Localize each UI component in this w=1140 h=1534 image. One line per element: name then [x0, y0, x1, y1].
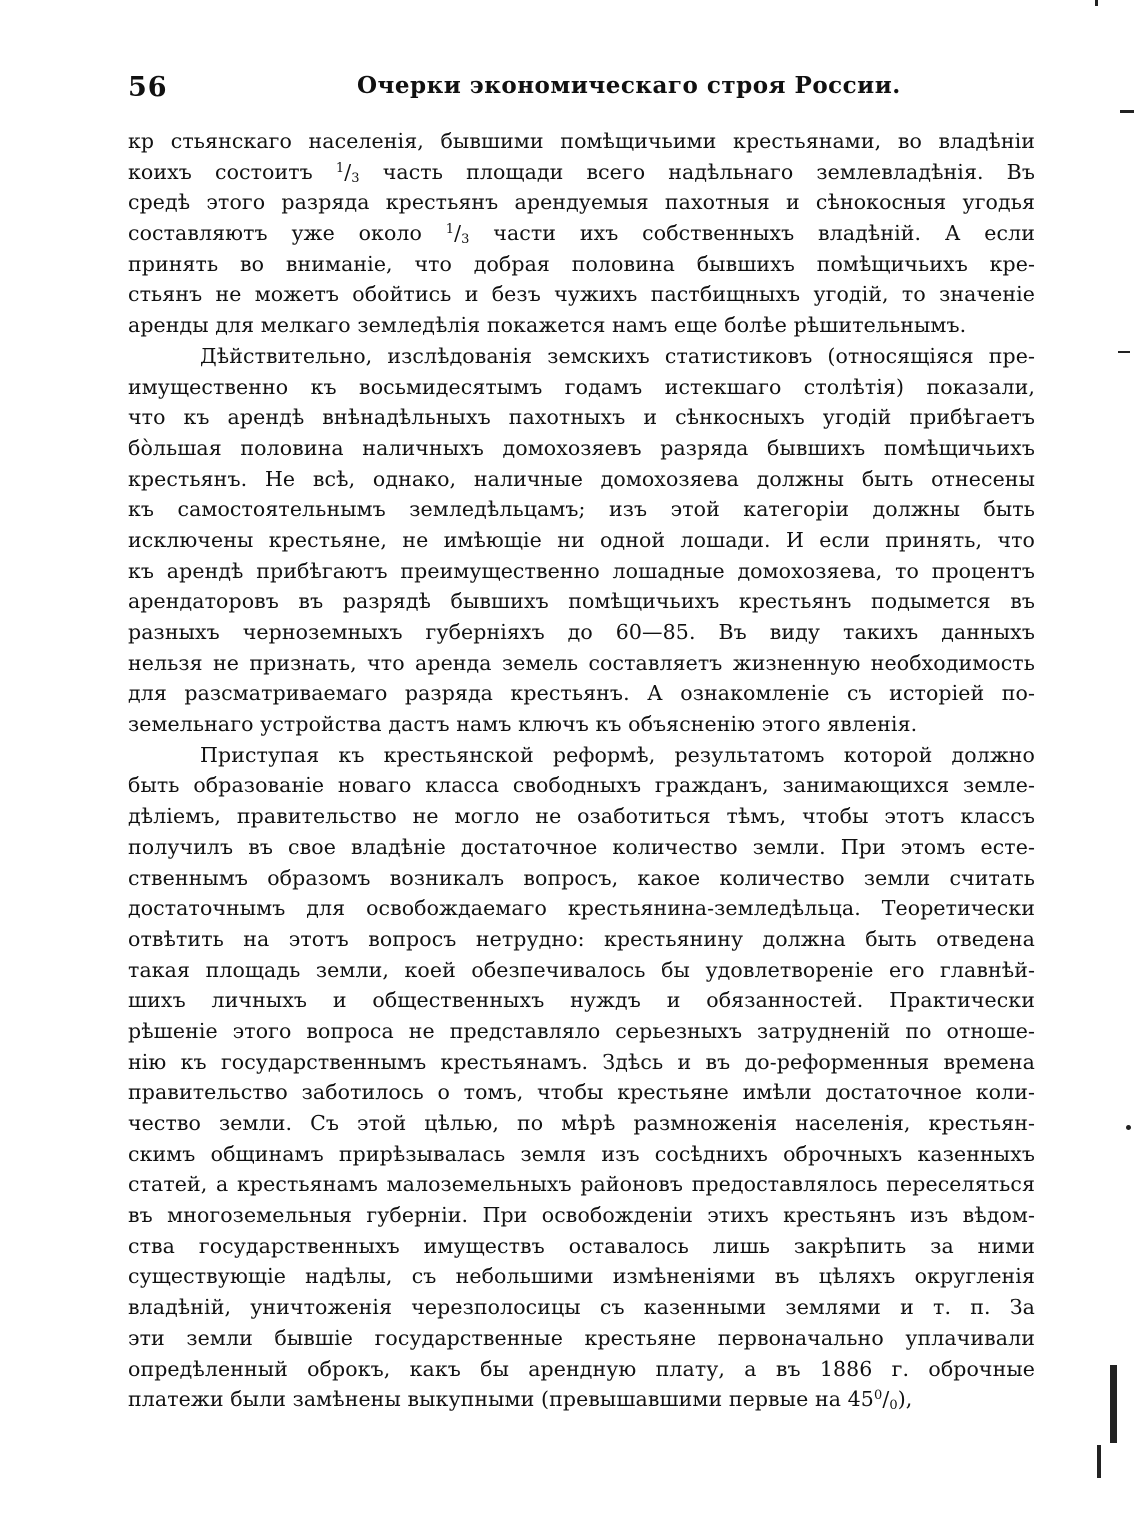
page-header	[128, 60, 1048, 110]
body-text	[128, 126, 1035, 1415]
text-line: стьянъ не можетъ обойтись и безъ чужихъ пастбищныхъ угодій, то значеніе	[128, 282, 1035, 307]
scan-mark	[1120, 110, 1134, 113]
text-line: аренды для мелкаго земледѣлія покажется намъ еще болѣе рѣшительнымъ.	[128, 313, 967, 338]
paragraph	[128, 740, 1035, 1415]
text-line: опредѣленный оброкъ, какъ бы арендную плату, а въ 1886 г. оброчные	[128, 1356, 1035, 1381]
running-title: Очерки экономическаго строя России.	[357, 72, 901, 99]
text-line: достаточнымъ для освобождаемаго крестьянина-земледѣльца. Теоретически	[128, 896, 1035, 921]
text-line: что къ арендѣ внѣнадѣльныхъ пахотныхъ и сѣнкосныхъ угодій прибѣгаетъ	[128, 405, 1035, 430]
text-line: скимъ общинамъ прирѣзывалась земля изъ сосѣднихъ оброчныхъ казенныхъ	[128, 1141, 1035, 1166]
text-line: отвѣтить на этотъ вопросъ нетрудно: крестьянину должна быть отведена	[128, 926, 1035, 951]
text-line: бòльшая половина наличныхъ домохозяевъ разряда бывшихъ помѣщичьихъ	[128, 435, 1035, 460]
fraction-numerator: 1	[335, 160, 345, 176]
text-line	[128, 218, 1035, 249]
text-line: такая площадь земли, коей обезпечивалось бы удовлетвореніе его главнѣй-	[128, 957, 1035, 982]
fraction-slash: /	[454, 221, 462, 246]
text-line: принять во вниманіе, что добрая половина бывшихъ помѣщичьихъ кре-	[128, 251, 1035, 276]
fraction-denominator: 0	[889, 1398, 898, 1414]
text-line: средѣ этого разряда крестьянъ арендуемыя пахотныя и сѣнокосныя угодья	[128, 190, 1035, 215]
paragraph	[128, 126, 1035, 341]
fraction-numerator: 1	[445, 222, 455, 238]
text-line: въ многоземельныя губерніи. При освобожденіи этихъ крестьянъ изъ вѣдом-	[128, 1203, 1035, 1228]
text-line: земельнаго устройства дастъ намъ ключъ къ объясненію этого явленія.	[128, 712, 918, 737]
text-line: шихъ личныхъ и общественныхъ нуждъ и обязанностей. Практически	[128, 988, 1035, 1013]
text-line	[128, 1384, 1035, 1415]
text-line: быть образованіе новаго класса свободныхъ гражданъ, занимающихся земле-	[128, 773, 1035, 798]
page-spine-shadow	[1110, 1365, 1117, 1443]
scan-mark	[1126, 1125, 1131, 1130]
text-segment: составляютъ уже около	[128, 221, 446, 246]
text-line: нію къ государственнымъ крестьянамъ. Здѣсь и въ до-реформенныя времена	[128, 1049, 1035, 1074]
text-line: рѣшеніе этого вопроса не представляло серьезныхъ затрудненій по отноше-	[128, 1018, 1035, 1043]
paragraph	[128, 341, 1035, 740]
text-line: ственнымъ образомъ возникалъ вопросъ, какое количество земли считать	[128, 865, 1035, 890]
page-spine-shadow	[1097, 1445, 1101, 1478]
text-line: кр стьянскаго населенія, бывшими помѣщичьими крестьянами, во владѣніи	[128, 129, 1035, 153]
scan-mark	[1118, 351, 1130, 353]
text-line: нельзя не признать, что аренда земель составляетъ жизненную необходимость	[128, 650, 1035, 675]
text-line: арендаторовъ въ разрядѣ бывшихъ помѣщичьихъ крестьянъ подымется въ	[128, 589, 1035, 614]
text-line: Дѣйствительно, изслѣдованія земскихъ статистиковъ (относящіяся пре-	[200, 343, 1035, 368]
text-line: статей, а крестьянамъ малоземельныхъ районовъ предоставлялось переселяться	[128, 1172, 1035, 1197]
text-line: къ самостоятельнымъ земледѣльцамъ; изъ этой категоріи должны быть	[128, 497, 1035, 522]
text-line	[128, 157, 1035, 188]
text-segment: коихъ состоитъ	[128, 159, 336, 184]
text-line: разныхъ черноземныхъ губерніяхъ до 60—85. Въ виду такихъ данныхъ	[128, 620, 1035, 644]
fraction-denominator: 3	[351, 170, 360, 186]
text-line: имущественно къ восьмидесятымъ годамъ истекшаго столѣтія) показали,	[128, 374, 1035, 399]
fraction-numerator: 0	[873, 1388, 883, 1404]
text-segment: платежи были замѣнены выкупными (превышавшими первые на 45	[128, 1387, 874, 1412]
text-segment: части ихъ собственныхъ владѣній. А если	[469, 221, 1035, 246]
fraction-denominator: 3	[461, 232, 470, 248]
text-line: крестьянъ. Не всѣ, однако, наличные домохозяева должны быть отнесены	[128, 466, 1035, 491]
text-line: ства государственныхъ имуществъ оставалось лишь закрѣпить за ними	[128, 1233, 1035, 1258]
text-segment: часть площади всего надѣльнаго землевладѣнія. Въ	[359, 159, 1035, 184]
text-line: получилъ въ свое владѣніе достаточное количество земли. При этомъ есте-	[128, 834, 1035, 859]
text-line: эти земли бывшіе государственные крестьяне первоначально уплачивали	[128, 1325, 1035, 1350]
text-line: къ арендѣ прибѣгаютъ преимущественно лошадные домохозяева, то процентъ	[128, 558, 1035, 583]
fraction-slash: /	[882, 1387, 890, 1412]
text-line: чество земли. Съ этой цѣлью, по мѣрѣ размноженія населенія, крестьян-	[128, 1111, 1035, 1135]
text-line: владѣній, уничтоженія черезполосицы съ казенными землями и т. п. За	[128, 1295, 1035, 1320]
page-number: 56	[128, 72, 168, 103]
scan-mark	[1095, 0, 1098, 6]
text-line: исключены крестьяне, не имѣющіе ни одной лошади. И если принять, что	[128, 527, 1035, 552]
text-line: Приступая къ крестьянской реформѣ, результатомъ которой должно	[200, 742, 1035, 767]
text-line: для разсматриваемаго разряда крестьянъ. А ознакомленіе съ исторіей по-	[128, 681, 1035, 706]
text-line: правительство заботилось о томъ, чтобы крестьяне имѣли достаточное коли-	[128, 1080, 1035, 1105]
text-segment: ),	[897, 1387, 913, 1412]
text-line: существующіе надѣлы, съ небольшими измѣненіями въ цѣляхъ округленія	[128, 1264, 1035, 1289]
text-line: дѣліемъ, правительство не могло не озаботиться тѣмъ, чтобы этотъ классъ	[128, 804, 1035, 829]
fraction-slash: /	[344, 159, 352, 184]
